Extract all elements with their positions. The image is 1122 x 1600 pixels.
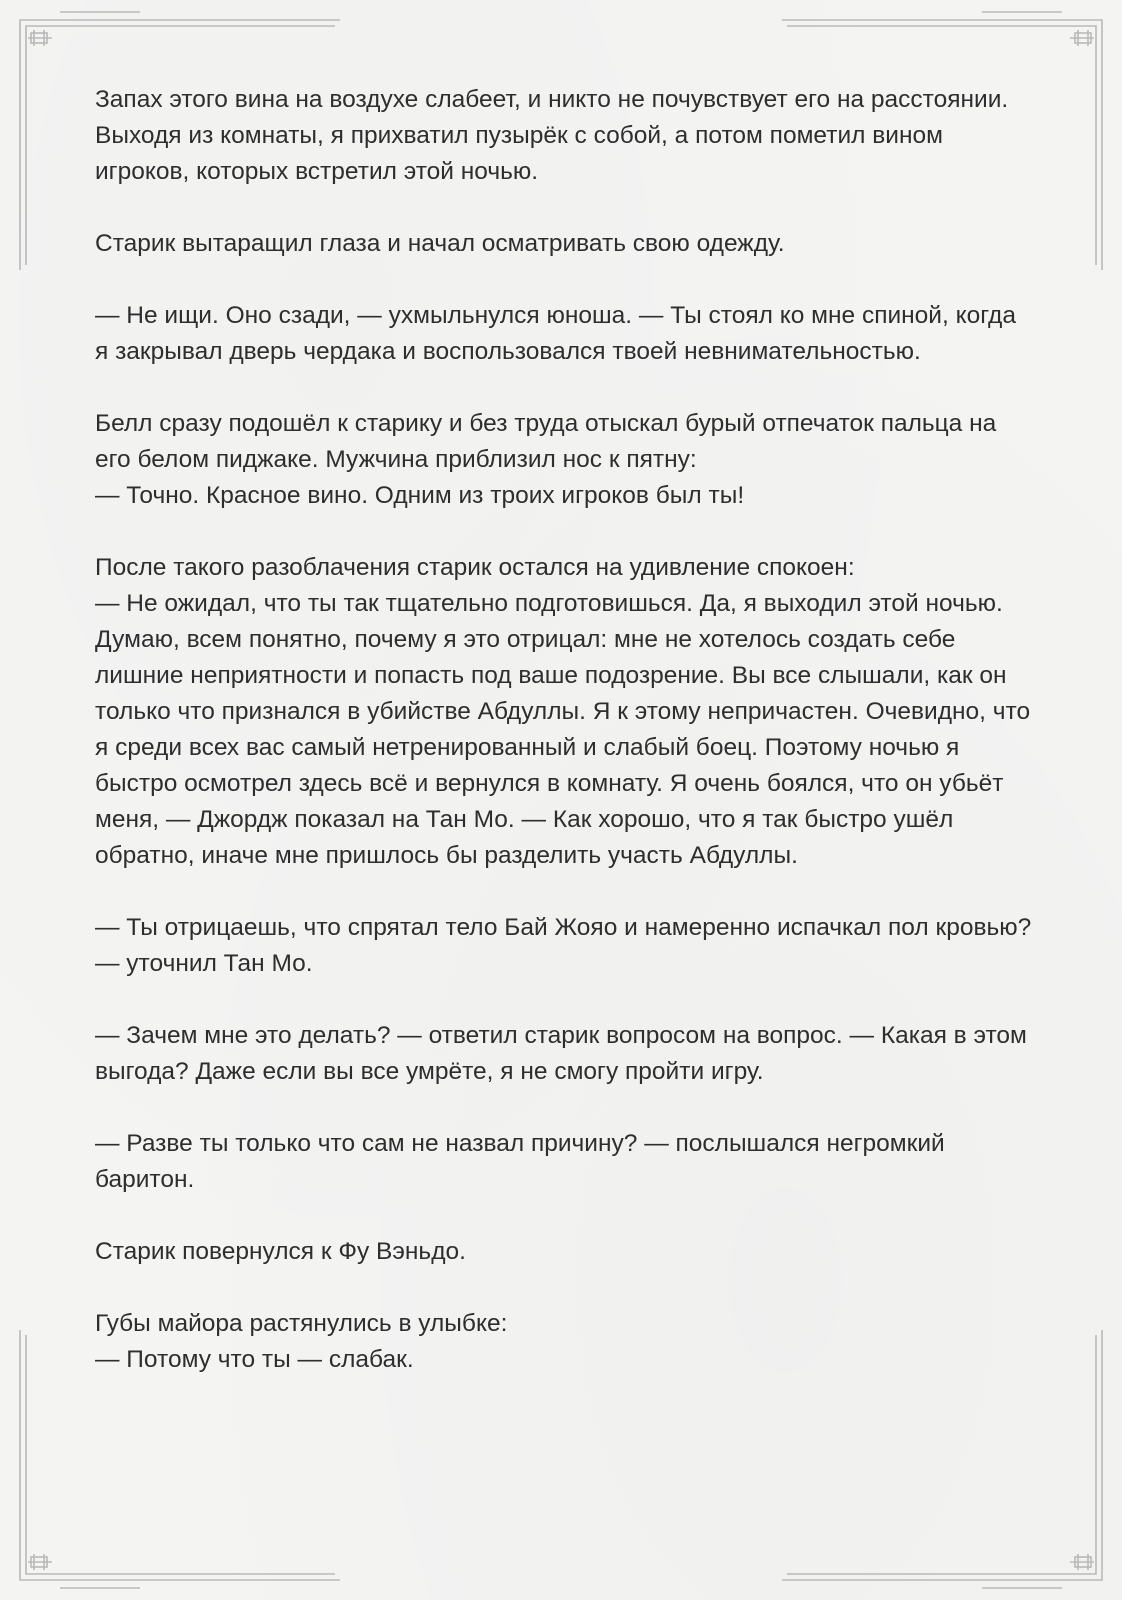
document-body <box>95 82 1035 1414</box>
paragraph-3: — Не ищи. Оно сзади, — ухмыльнулся юноша. — Ты стоял ко мне спиной, когда я закрывал дверь чердака и воспользовался твоей невнимательностью. <box>95 302 1016 365</box>
paragraph-5: После такого разоблачения старик остался на удивление спокоен: — Не ожидал, что ты так тщательно подготовишься. Да, я выходил этой ночью. Думаю, всем понятно, почему я это отрицал: мне не хотелось создать себе лишние неприятности и попасть под ваше подозрение. Вы все слышали, как он только что признался в убийстве Абдуллы. Я к этому непричастен. Очевидно, что я среди всех вас самый нетренированный и слабый боец. Поэтому ночью я быстро осмотрел здесь всё и вернулся в комнату. Я очень боялся, что он убьёт меня, — Джордж показал на Тан Мо. — Как хорошо, что я так быстро ушёл обратно, иначе мне пришлось бы разделить участь Абдуллы. <box>95 554 1031 869</box>
paragraph-6: — Ты отрицаешь, что спрятал тело Бай Жояо и намеренно испачкал пол кровью? — уточнил Тан Мо. <box>95 914 1032 977</box>
paragraph-2: Старик вытаращил глаза и начал осматривать свою одежду. <box>95 230 785 257</box>
paragraph-7: — Зачем мне это делать? — ответил старик вопросом на вопрос. — Какая в этом выгода? Даже если вы все умрёте, я не смогу пройти игру. <box>95 1022 1027 1085</box>
paragraph-1: Запах этого вина на воздухе слабеет, и никто не почувствует его на расстоянии. Выходя из комнаты, я прихватил пузырёк с собой, а потом пометил вином игроков, которых встретил этой ночью. <box>95 86 1009 185</box>
paragraph-4: Белл сразу подошёл к старику и без труда отыскал бурый отпечаток пальца на его белом пиджаке. Мужчина приблизил нос к пятну: — Точно. Красное вино. Одним из троих игроков был ты! <box>95 410 997 509</box>
paragraph-9: Старик повернулся к Фу Вэньдо. <box>95 1238 466 1265</box>
paragraph-10: Губы майора растянулись в улыбке: — Потому что ты — слабак. <box>95 1310 508 1373</box>
paragraph-8: — Разве ты только что сам не назвал причину? — послышался негромкий баритон. <box>95 1130 945 1193</box>
